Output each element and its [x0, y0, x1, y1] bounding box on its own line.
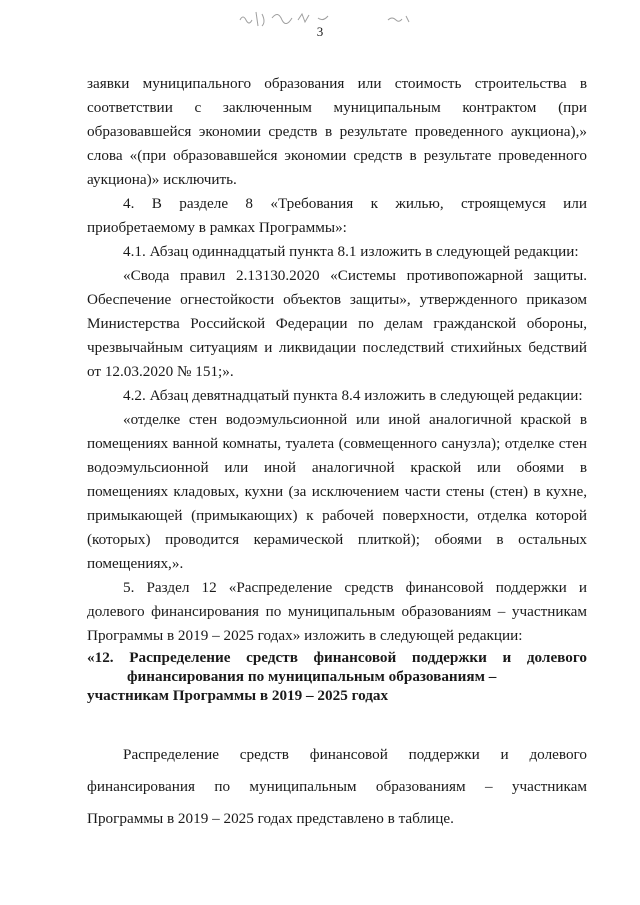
section-12-heading — [87, 648, 587, 705]
paragraph-section-12: 5. Раздел 12 «Распределение средств финансовой поддержки и долевого финансирования по муниципальным образованиям – участникам Программы в 2019 – 2025 годах» изложить в следующей редакции: — [87, 579, 587, 644]
blank-space — [87, 705, 587, 739]
paragraph-section-8: 4. В разделе 8 «Требования к жилью, строящемуся или приобретаемому в рамках Программы»: — [87, 195, 587, 236]
paragraph-distribution-table-note: Распределение средств финансовой поддержки и долевого финансирования по муниципальным образованиям – участникам Программы в 2019 – 2025 годах представлено в таблице. — [87, 746, 587, 827]
document-body — [87, 72, 587, 835]
paragraph-item-4-1: 4.1. Абзац одиннадцатый пункта 8.1 изложить в следующей редакции: — [123, 243, 579, 260]
section-12-heading-part-1: «12. Распределение средств финансовой поддержки и долевого финансирования по муниципальным образованиям – — [87, 649, 587, 685]
paragraph-fire-safety-rules: «Свода правил 2.13130.2020 «Системы противопожарной защиты. Обеспечение огнестойкости объектов защиты», утвержденного приказом Министерства Российской Федерации по делам гражданской обороны, чрезвычайным ситуациям и ликвидации последствий стихийных бедствий от 12.03.2020 № 151;». — [87, 267, 587, 380]
paragraph-wall-finishing: «отделке стен водоэмульсионной или иной аналогичной краской в помещениях ванной комнаты, туалета (совмещенного санузла); отделке стен водоэмульсионной или иной аналогичной краской или обоями в помещениях кладовых, кухни (за исключением части стены (стен) в кухне, примыкающей (примыкающих) к рабочей поверхности, отделка которой (которых) проводится керамической плиткой); обоями в остальных помещениях,». — [87, 411, 587, 572]
paragraph-contract-value: заявки муниципального образования или стоимость строительства в соответствии с заключенным муниципальным контрактом (при образовавшейся экономии средств в результате проведенного аукциона),» слова «(при образовавшейся экономии средств в результате проведенного аукциона)» исключить. — [87, 75, 587, 188]
section-12-heading-part-2: участникам Программы в 2019 – 2025 годах — [87, 687, 389, 704]
page-number: 3 — [316, 24, 324, 39]
paragraph-item-4-2: 4.2. Абзац девятнадцатый пункта 8.4 изложить в следующей редакции: — [123, 387, 583, 404]
